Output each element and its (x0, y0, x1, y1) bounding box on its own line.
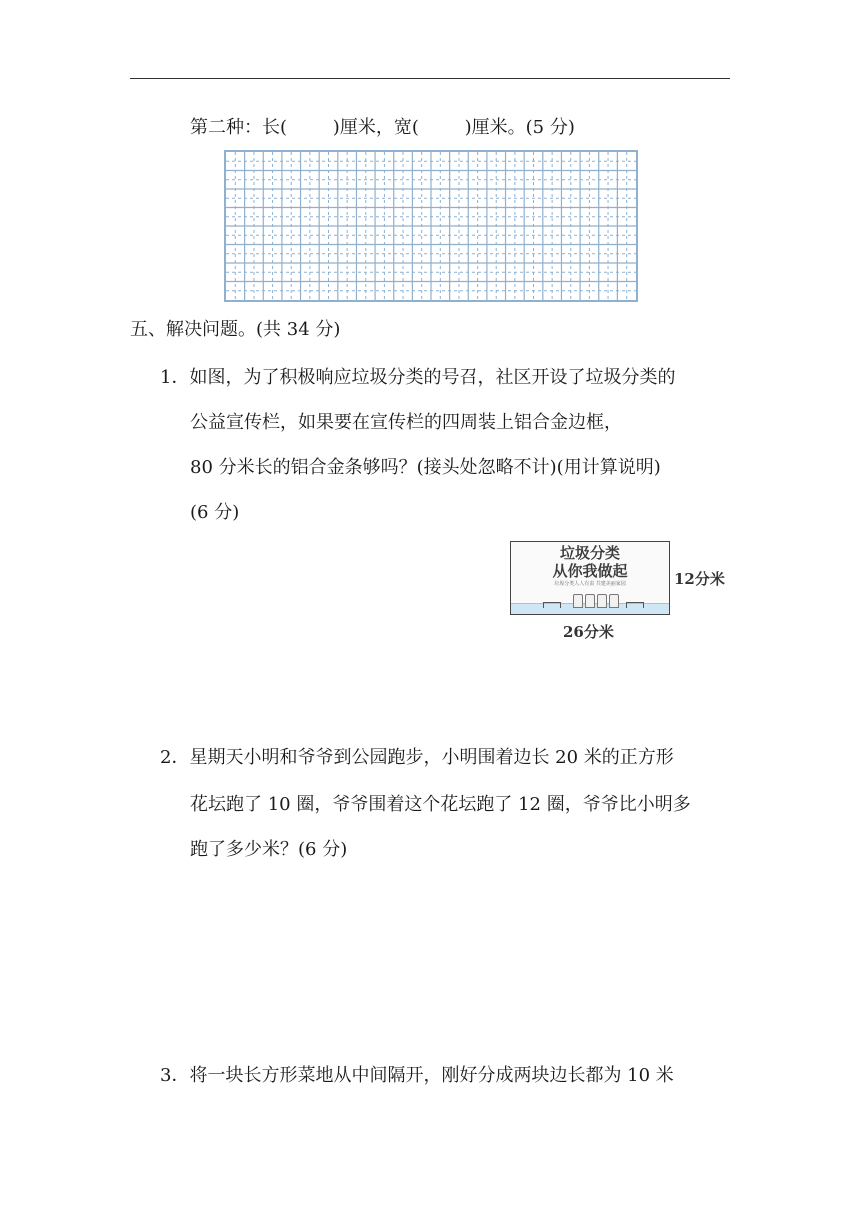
q2-line-1: 2．星期天小明和爷爷到公园跑步，小明围着边长 20 米的正方形 (160, 747, 674, 768)
q2-line-2: 花坛跑了 10 圈，爷爷围着这个花坛跑了 12 圈，爷爷比小明多 (190, 794, 691, 815)
billboard-title-2: 从你我做起 (552, 562, 628, 580)
width-label: 26分米 (563, 623, 614, 641)
drawing-grid[interactable] (224, 150, 638, 302)
billboard-small-text: 垃圾分类人人有责 共建美丽家园 (554, 581, 626, 587)
billboard-title-1: 垃圾分类 (559, 544, 620, 562)
header-rule (130, 78, 730, 79)
q1-line-4: (6 分) (190, 502, 240, 523)
plant-icon (609, 594, 619, 608)
q1-line-3: 80 分米长的铝合金条够吗？(接头处忽略不计)(用计算说明) (190, 457, 661, 478)
plant-icon (573, 594, 583, 608)
q1-line-2: 公益宣传栏，如果要在宣传栏的四周装上铝合金边框， (190, 412, 622, 433)
bench-icon (543, 602, 561, 608)
height-label: 12分米 (674, 570, 725, 588)
plant-icon (597, 594, 607, 608)
answer-line-second-kind: 第二种：长( )厘米，宽( )厘米。(5 分) (190, 117, 575, 138)
q3-line-1: 3．将一块长方形菜地从中间隔开，刚好分成两块边长都为 10 米 (160, 1065, 674, 1086)
grid-lines (226, 152, 636, 300)
q1-line-1: 1．如图，为了积极响应垃圾分类的号召，社区开设了垃圾分类的 (160, 367, 676, 388)
bench-icon (626, 602, 644, 608)
q2-line-3: 跑了多少米？(6 分) (190, 839, 348, 860)
section-heading: 五、解决问题。(共 34 分) (130, 319, 341, 340)
billboard-figure (510, 541, 670, 615)
plant-icon (585, 594, 595, 608)
